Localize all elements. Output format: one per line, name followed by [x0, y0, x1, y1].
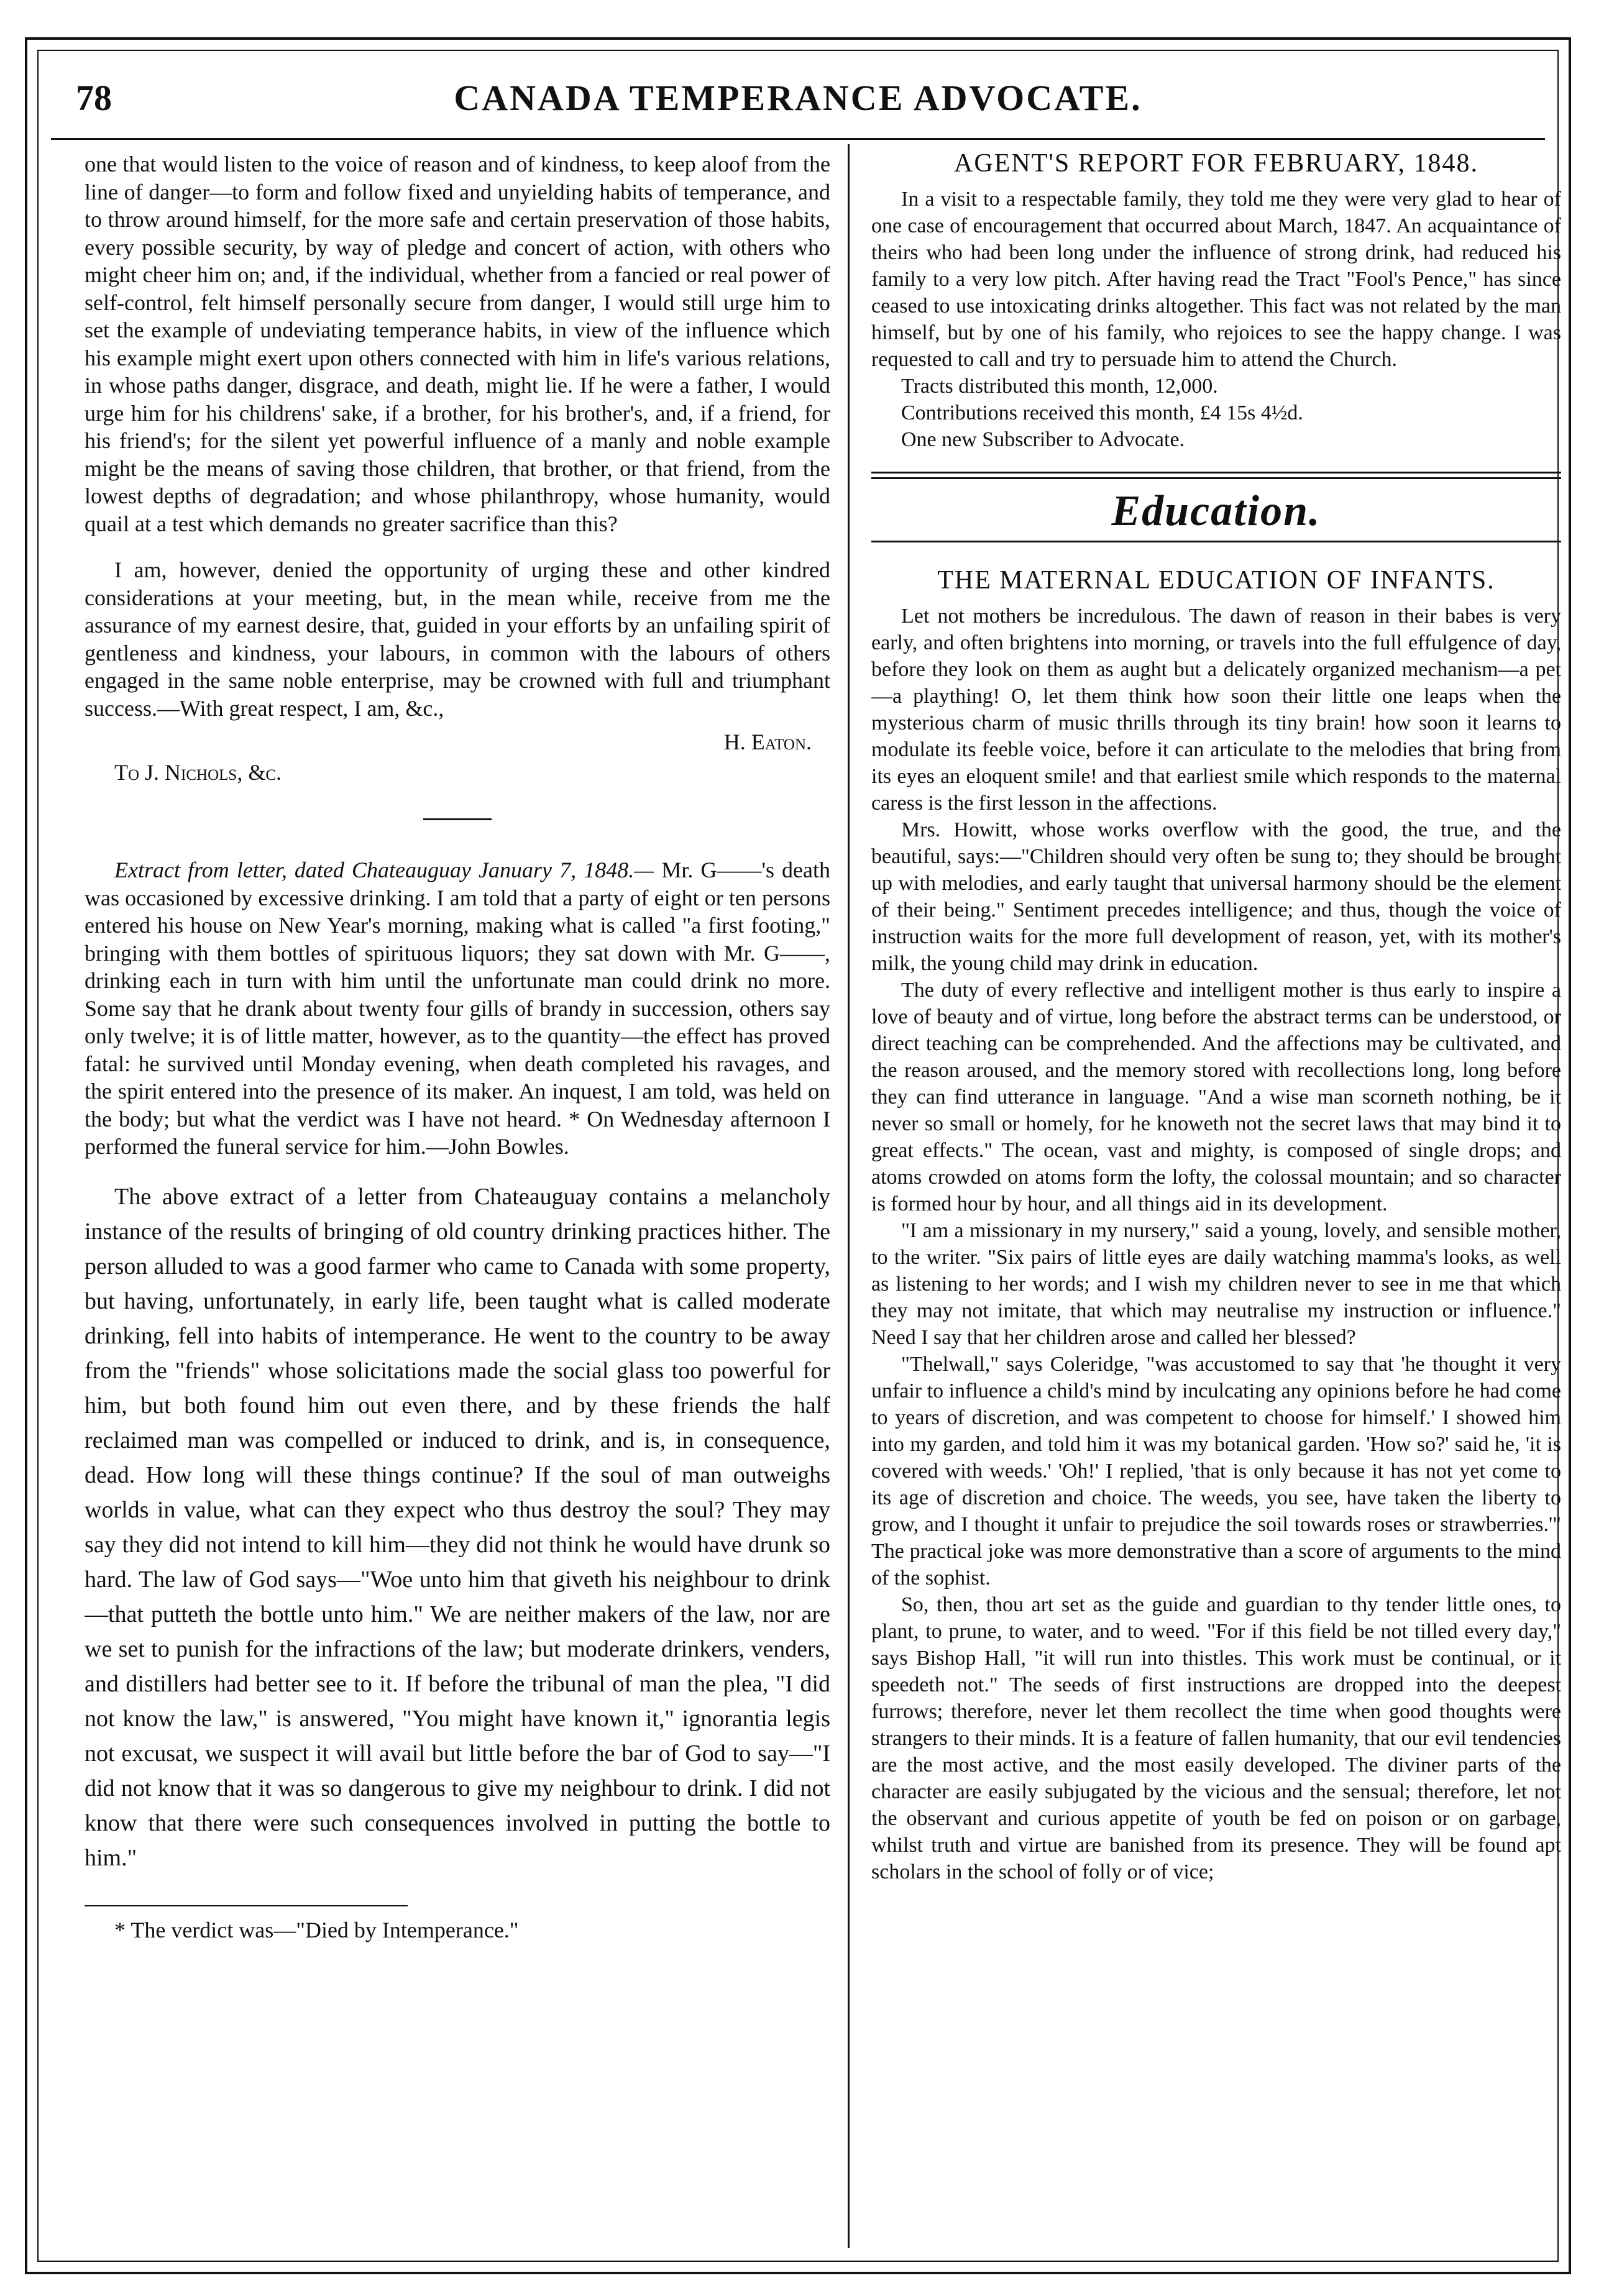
column-divider — [848, 144, 850, 2248]
right-column — [871, 150, 1561, 2242]
letter-addressee: To J. Nichols, &c. — [114, 759, 282, 785]
article-paragraph-2: Mrs. Howitt, whose works overflow with the good, the true, and the beautiful, says:—"Children should very often be sung to; they should be brought up with melodies, and early taught that universal harmony should be the element of their being." Sentiment precedes intelligence; and thus, though the voice of instruction waits for the more full development of reason, yet, with its mother's milk, the young child may drink in education. — [871, 818, 1561, 975]
agent-report-heading: AGENT'S REPORT FOR FEBRUARY, 1848. — [954, 150, 1478, 178]
spacer — [85, 537, 830, 556]
double-rule — [871, 472, 1561, 479]
article-paragraph-4: "I am a missionary in my nursery," said a young, lovely, and sensible mother, to the writer. "Six pairs of little eyes are daily watching mamma's looks, as well as listening to her words; and I wish my children never to see in me that which they may not imitate, that which may neutralise my instruction or influence." Need I say that her children arose and called her blessed? — [871, 1219, 1561, 1349]
stat-subscriber: One new Subscriber to Advocate. — [901, 428, 1185, 451]
spacer — [85, 1161, 830, 1179]
education-section-title: Education. — [1111, 487, 1321, 535]
commentary-paragraph: The above extract of a letter from Chateauguay contains a melancholy instance of the results of bringing of old country drinking practices hither. The person alluded to was a good farmer who came to Canada with some property, but having, unfortunately, in early life, been taught what is called moderate drinking, fell into habits of intemperance. He went to the country to be away from the "friends" whose solicitations made the social glass too powerful for him, but both found him out even there, and by these friends the half reclaimed man was compelled or induced to drink, and is, in consequence, dead. How long will these things continue? If the soul of man outweighs worlds in value, what can they expect who thus destroy the soul? They may say they did not intend to kill him—they did not think he would have drunk so hard. The law of God says—"Woe unto him that giveth his neighbour to drink—that putteth the bottle unto him." We are neither makers of the law, nor are we set to punish for the infractions of the law; but moderate drinkers, venders, and distillers had better see to it. If before the tribunal of man the plea, "I did not know the law," is answered, "You might have known it," ignorantia legis not excusat, we suspect it will avail but little before the bar of God to say—"I did not know that it was so dangerous to give my neighbour to drink. I did not know that there were such consequences involved in putting the bottle to him." — [85, 1183, 830, 1871]
page-frame — [25, 37, 1571, 2274]
section-separator — [423, 818, 492, 820]
article-paragraph-1: Let not mothers be incredulous. The dawn of reason in their babes is very early, and often brightens into morning, or travels into the full effulgence of day, before they look on them as aught but a delicately organized mechanism—a pet—a plaything! O, let them think how soon their little one leaps when the mysterious charm of music thrills through its tiny brain! how soon it learns to modulate its feeble voice, before it can articulate to the melodies that bring from its eyes an eloquent smile! and that earliest smile which responds to the maternal caress is the first lesson in the affections. — [871, 605, 1561, 815]
stat-tracts: Tracts distributed this month, 12,000. — [901, 375, 1218, 398]
article-heading: THE MATERNAL EDUCATION OF INFANTS. — [937, 566, 1495, 595]
journal-title: CANADA TEMPERANCE ADVOCATE. — [454, 78, 1142, 118]
stat-contributions: Contributions received this month, £4 15s 4½d. — [901, 401, 1303, 424]
inner-frame — [37, 50, 1559, 2262]
extract-body: Mr. G——'s death was occasioned by excessive drinking. I am told that a party of eight or ten persons entered his house on New Year's morning, making what is called "a first footing," bringing with them bottles of spirituous liquors; they sat down with Mr. G——, drinking each in turn with him until the unfortunate man could drink no more. Some say that he drank about twenty four gills of brandy in succession, others say only twelve; it is of little matter, however, as to the quantity—the effect has proved fatal: he survived until Monday evening, when death completed his ravages, and the spirit entered into the presence of its maker. An inquest, I am told, was held on the body; but what the verdict was I have not heard. * On Wednesday afternoon I performed the funeral service for him.—John Bowles. — [85, 858, 830, 1159]
letter-signature: H. Eaton. — [723, 730, 812, 754]
article-paragraph-3: The duty of every reflective and intelligent mother is thus early to inspire a love of beauty and of virtue, long before the abstract terms can be understood, or direct teaching can be comprehended. And the affections may be cultivated, and the reason aroused, and the memory stored with recollections long, long before they can find utterance in language. "And a wise man scorneth nothing, be it never so small or homely, for he knoweth not the secret laws that may bind it to great effects." The ocean, vast and mighty, is composed of single drops; and atoms crowded on atoms form the lofty, the colossal mountain; and so character is formed hour by hour, and all things aid in its development. — [871, 979, 1561, 1215]
rule — [871, 541, 1561, 542]
letter-paragraph-2: I am, however, denied the opportunity of urging these and other kindred considerations at your meeting, but, in the mean while, receive from me the assurance of my earnest desire, that, guided in your efforts by an unfailing spirit of gentleness and kindness, your labours, in common with the labours of others engaged in the same noble enterprise, may be crowned with full and triumphant success.—With great respect, I am, &c., — [85, 557, 830, 721]
article-paragraph-5: "Thelwall," says Coleridge, "was accustomed to say that 'he thought it very unfair to influence a child's mind by inculcating any opinions before he had come to years of discretion, and was competent to choose for himself.' I showed him into my garden, and told him it was my botanical garden. 'How so?' said he, 'it is covered with weeds.' 'Oh!' I replied, 'that is only because it has not yet come to its age of discretion and choice. The weeds, you see, have taken the liberty to grow, and I thought it unfair to prejudice the soil towards roses or strawberries.'" The practical joke was more demonstrative than a score of arguments to the mind of the sophist. — [871, 1353, 1561, 1589]
left-column — [85, 150, 830, 2242]
page-header — [51, 70, 1545, 140]
agent-report-paragraph: In a visit to a respectable family, they told me they were very glad to hear of one case of encouragement that occurred about March, 1847. An acquaintance of theirs who had been long under the influence of strong drink, had reduced his family to a very low pitch. After having read the Tract "Fool's Pence," has since ceased to use intoxicating drinks altogether. This fact was not related by the man himself, but by one of his family, who rejoices to see the happy change. I was requested to call and try to persuade him to attend the Church. — [871, 188, 1561, 371]
footnote-rule — [85, 1905, 408, 1906]
page-number: 78 — [76, 78, 112, 118]
extract-lead: Extract from letter, dated Chateauguay January 7, 1848.— — [114, 858, 654, 882]
footnote: * The verdict was—"Died by Intemperance." — [114, 1917, 519, 1942]
letter-paragraph-1: one that would listen to the voice of reason and of kindness, to keep aloof from the line of danger—to form and follow fixed and unyielding habits of temperance, and to throw around himself, for the more safe and certain preservation of those habits, every possible security, by way of pledge and concert of action, with others who might cheer him on; and, if the individual, whether from a fancied or real power of self-control, felt himself personally secure from danger, I would still urge him to set the example of undeviating temperance habits, in view of the influence which his example might exert upon others connected with him in life's various relations, in whose paths danger, disgrace, and death, might lie. If he were a father, I would urge him for his childrens' sake, if a brother, for his brother's, and, if a friend, for his friend's; for the silent yet powerful influence of a manly and noble example might be the means of saving those children, that brother, or that friend, from the lowest depths of degradation; and whose philanthropy, whose humanity, would quail at a test which demands no greater sacrifice than this? — [85, 152, 830, 536]
extract-paragraph — [85, 856, 830, 1161]
article-paragraph-6: So, then, thou art set as the guide and guardian to thy tender little ones, to plant, to prune, to water, and to weed. "For if this field be not tilled every day," says Bishop Hall, "it will run into thistles. This work must be continual, or it speedeth not." The seeds of first instructions are dropped into the deepest furrows; therefore, never let them recollect the time when good thoughts were strangers to their minds. It is a feature of fallen humanity, that our evil tendencies are the most active, and the most easily developed. The diviner parts of the character are easily subjugated by the vicious and the sensual; therefore, let not the observant and curious appetite of youth be fed on poison or on garbage, whilst truth and virtue are banished from its presence. They will be found apt scholars in the school of folly or of vice; — [871, 1593, 1561, 1883]
